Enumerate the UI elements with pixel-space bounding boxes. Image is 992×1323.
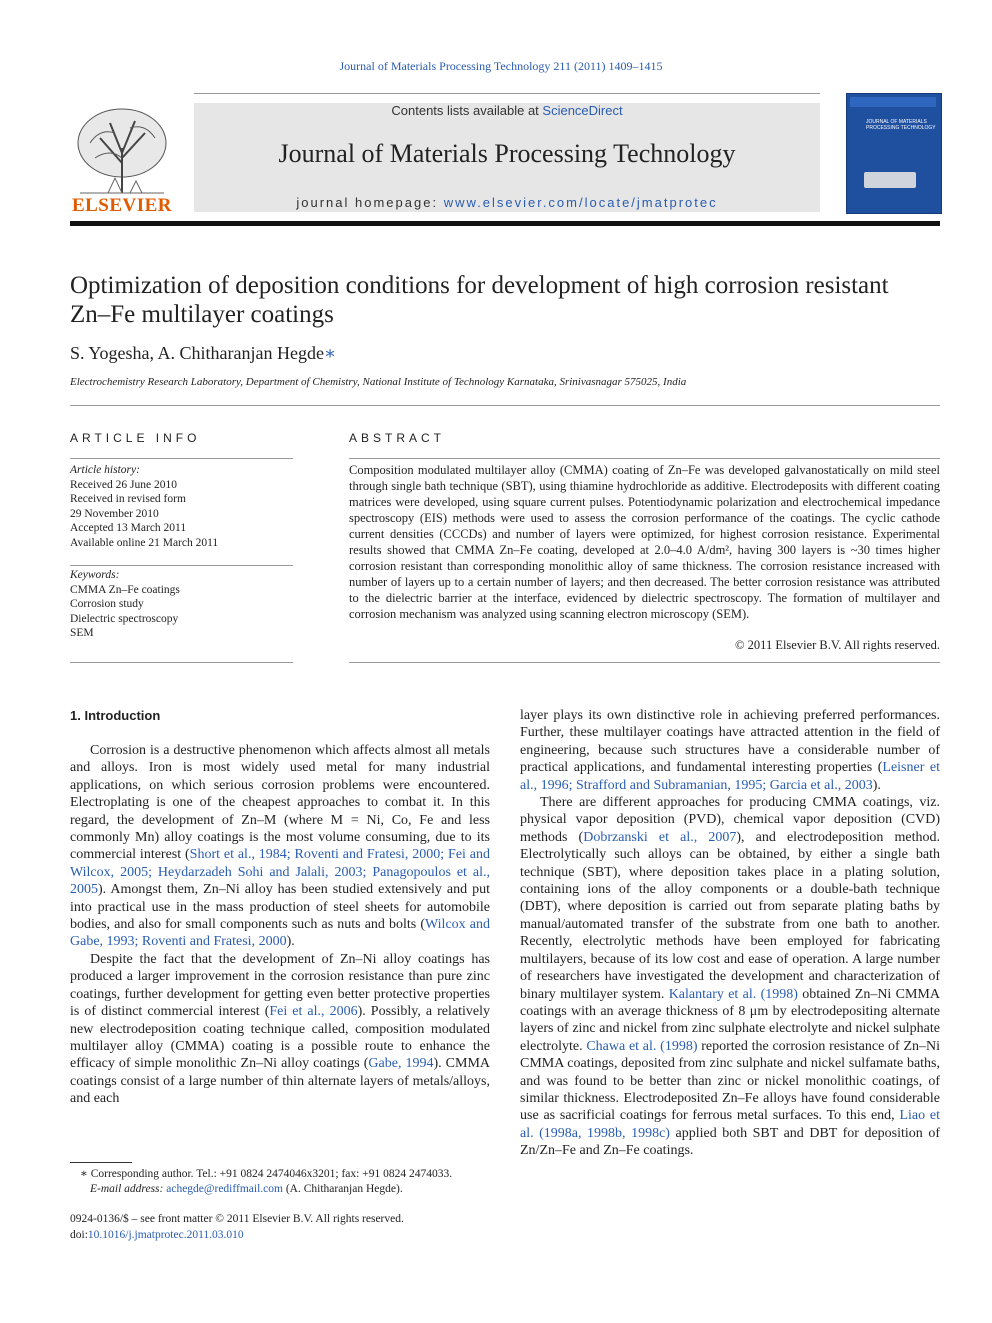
journal-title: Journal of Materials Processing Technology: [278, 139, 736, 168]
citation-link[interactable]: Kalantary et al. (1998): [668, 986, 798, 1002]
citation-link[interactable]: Chawa et al. (1998): [586, 1038, 698, 1054]
keyword: Dielectric spectroscopy: [70, 612, 179, 625]
history-item: Received in revised form: [70, 493, 186, 505]
section-rule: [70, 405, 940, 406]
abstract-rule-top: [349, 458, 940, 459]
doi-line: doi:10.1016/j.jmatprotec.2011.03.010: [70, 1229, 244, 1241]
paragraph: Despite the fact that the development of Zn–Ni alloy coatings has produced a larger improvement in the corrosion resistance than pure zinc coatings, further development for getting even better protective properties is of distinct commercial interest (Fei et al., 2006). Possibly, a relatively new electrodeposition coating technique called, composition modulated multilayer alloy (CMMA) coating is a possible route to enhance the efficacy of simple monolithic Zn–Ni alloy coatings (Gabe, 1994). CMMA coatings consist of a large number of thin alternate layers of metals/alloys, and each: [70, 951, 491, 1107]
email-link[interactable]: achegde@rediffmail.com: [166, 1183, 283, 1195]
article-title: Optimization of deposition conditions for development of high corrosion resistant Zn–Fe multilayer coatings: [70, 272, 889, 328]
info-rule-top: [70, 458, 293, 459]
abstract-heading: ABSTRACT: [349, 431, 446, 445]
history-item: Accepted 13 March 2011: [70, 522, 187, 534]
cover-title: JOURNAL OF MATERIALS PROCESSING TECHNOLOGY: [866, 119, 936, 131]
keywords: [70, 568, 293, 641]
doi-link[interactable]: 10.1016/j.jmatprotec.2011.03.010: [87, 1229, 244, 1241]
affiliation: Electrochemistry Research Laboratory, Department of Chemistry, National Institute of Technology Karnataka, Srinivasnagar 575025, India: [70, 376, 687, 388]
history-item: 29 November 2010: [70, 507, 159, 520]
info-rule-mid: [70, 565, 293, 566]
history-label: Article history:: [70, 464, 140, 476]
citation-link[interactable]: Liao et al. (1998a, 1998b, 1998c): [520, 1108, 940, 1141]
citation-link[interactable]: Leisner et al., 1996; Strafford and Subramanian, 1995; Garcia et al., 2003: [520, 760, 940, 793]
keyword: CMMA Zn–Fe coatings: [70, 583, 180, 596]
sciencedirect-link[interactable]: ScienceDirect: [542, 103, 623, 118]
body-column-right: [520, 707, 940, 1160]
citation-link[interactable]: Gabe, 1994: [368, 1056, 434, 1072]
abstract-text: Composition modulated multilayer alloy (CMMA) coating of Zn–Fe was developed galvanostatically on mild steel through single bath technique (SBT), using thiamine hydrochloride as additive. Electrodeposits with different coating matrices were developed, using square current pulses. Potentiodynamic polarization and electrochemical impedance spectroscopy (EIS) methods were used to assess the corrosion performance of the coatings. The cyclic cathode current densities (CCCDs) and number of layers were optimized, for highest corrosion resistance. Experimental results showed that CMMA Zn–Fe coating, developed at 2.0–4.0 A/dm², having 300 layers is ~30 times higher corrosion resistant than corresponding monolithic alloy of same thickness. The corrosion resistance increased with number of layers up to a certain number of layers; and then decreased. The better corrosion resistance was attributed to the dielectric barrier at the interface, evidenced by dielectric spectroscopy. The formation of multilayer and corrosion mechanism was analyzed using scanning electron microscopy (SEM).: [349, 463, 940, 621]
author-list: S. Yogesha, A. Chitharanjan Hegde∗: [70, 343, 337, 363]
body-column-left: [70, 742, 490, 1108]
elsevier-wordmark: ELSEVIER: [71, 195, 173, 216]
article-history: [70, 463, 293, 550]
citation-link[interactable]: Short et al., 1984; Roventi and Fratesi, 2000; Fei and Wilcox, 2005; Heydarzadeh Sohi and Jalali, 2003; Panagopoulos et al., 2005: [70, 847, 490, 898]
history-item: Received 26 June 2010: [70, 478, 177, 491]
header-rule: [70, 221, 940, 226]
journal-homepage-line: journal homepage: www.elsevier.com/locate/jmatprotec: [296, 195, 718, 210]
contents-availability-line: Contents lists available at ScienceDirect: [391, 103, 623, 118]
citation-link[interactable]: Fei et al., 2006: [269, 1004, 358, 1020]
banner-top-rule: [194, 93, 820, 94]
citation-link[interactable]: Wilcox and Gabe, 1993; Roventi and Fratesi, 2000: [70, 917, 490, 950]
cover-micrograph-image: [864, 172, 916, 188]
citation-link[interactable]: Dobrzanski et al., 2007: [583, 829, 737, 845]
email-line: E-mail address: achegde@rediffmail.com (A. Chitharanjan Hegde).: [90, 1183, 403, 1195]
introduction-heading: 1. Introduction: [70, 708, 161, 723]
journal-cover-thumbnail: [846, 93, 942, 214]
paragraph: Corrosion is a destructive phenomenon which affects almost all metals and alloys. Iron is most widely used metal for many industrial applications, on which serious corrosion problems were encountered. Electroplating is one of the cheapest approaches to combat it. In this regard, the development of Zn–M (where M = Ni, Co, Fe and less commonly Mn) alloy coatings is the most volume consuming, due to its commercial interest (Short et al., 1984; Roventi and Fratesi, 2000; Fei and Wilcox, 2005; Heydarzadeh Sohi and Jalali, 2003; Panagopoulos et al., 2005). Amongst them, Zn–Ni alloy has been studied extensively and put into practical use in the mass production of steel sheets for automobile bodies, and also for small components such as nuts and bolts (Wilcox and Gabe, 1993; Roventi and Fratesi, 2000).: [70, 743, 490, 950]
corresponding-line: ∗ Corresponding author. Tel.: +91 0824 2474046x3201; fax: +91 0824 2474033.: [80, 1168, 453, 1180]
article-info-heading: ARTICLE INFO: [70, 431, 201, 445]
keyword: Corrosion study: [70, 598, 144, 610]
abstract-copyright: © 2011 Elsevier B.V. All rights reserved.: [735, 638, 940, 652]
abstract-rule-bottom: [349, 662, 940, 663]
info-rule-bottom: [70, 662, 293, 663]
keyword: SEM: [70, 627, 94, 639]
paragraph: layer plays its own distinctive role in achieving preferred performances. Further, these multilayer coatings have attracted attention in the field of engineering, because such structures have a considerable number of practical applications, and fundamental interesting properties (Leisner et al., 1996; Strafford and Subramanian, 1995; Garcia et al., 2003).: [520, 708, 940, 793]
journal-homepage-link[interactable]: www.elsevier.com/locate/jmatprotec: [443, 195, 718, 210]
corresponding-author-footnote: [70, 1167, 500, 1197]
journal-citation-link[interactable]: Journal of Materials Processing Technology 211 (2011) 1409–1415: [339, 59, 663, 73]
cover-header-strip: [850, 97, 936, 107]
issn-line: 0924-0136/$ – see front matter © 2011 Elsevier B.V. All rights reserved.: [70, 1213, 404, 1225]
corresponding-author-mark[interactable]: ∗: [323, 343, 337, 363]
keywords-label: Keywords:: [70, 569, 120, 581]
paragraph: There are different approaches for producing CMMA coatings, viz. physical vapor deposition (PVD), chemical vapor deposition (CVD) methods (Dobrzanski et al., 2007), and electrodeposition method. Electrolytically such alloys can be obtained, by either a single bath technique (SBT), where deposition takes place in a plating solution, containing ions of the alloy components or a double-bath technique (DBT), where deposition is carried out from separate plating baths by manual/automated transfer of the substrate from one bath to another. Recently, electrolytic methods have been employed for fabricating multilayers, because of its low cost and ease of operation. A large number of researchers have investigated the development and characterization of binary multilayer system. Kalantary et al. (1998) obtained Zn–Ni CMMA coatings with an average thickness of 8 μm by electrodepositing alternate layers of zinc and nickel from zinc sulphate electrolyte and nickel sulphate electrolyte. Chawa et al. (1998) reported the corrosion resistance of Zn–Ni CMMA coatings, deposited from zinc sulphate and nickel sulfamate baths, and was found to be better than zinc or nickel monolithic coatings, of similar thickness. Electrodeposited Zn–Fe alloys have found considerable use as sacrificial coatings for ferrous metal surfaces. To this end, Liao et al. (1998a, 1998b, 1998c) applied both SBT and DBT for deposition of Zn/Zn–Fe and Zn–Fe coatings.: [520, 795, 940, 1159]
publication-meta: [70, 1211, 500, 1243]
footnote-rule: [70, 1162, 132, 1163]
history-item: Available online 21 March 2011: [70, 536, 219, 549]
